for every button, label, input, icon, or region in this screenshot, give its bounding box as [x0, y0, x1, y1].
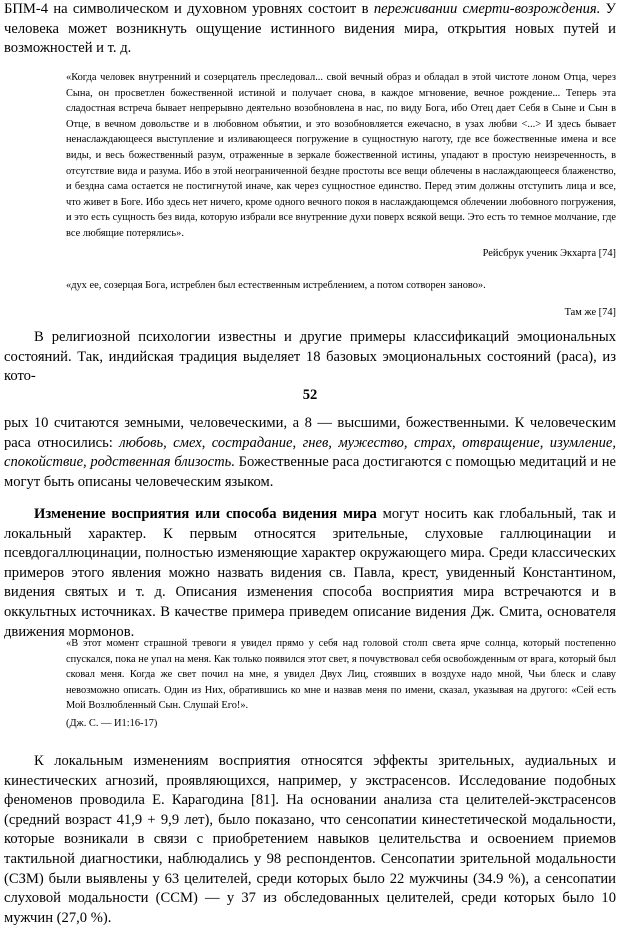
source-reisbruk: Рейсбрук ученик Экхарта [74]	[482, 248, 616, 259]
para4-text: могут носить как глобальный, так и локальный характер. К первым относятся зрительные, слуховые галлюцинации и псевдогаллюцинации, полностью изменяющие характер окружающего мира. Среди классических примеров этого явления можно назвать видения св. Павла, крест, увиденный Константином, видения святых и т. д. Описания изменения способа восприятия мира встречаются и в оккультных источниках. В качестве примера приведем описание видения Дж. Смита, основателя движения мормонов.	[4, 506, 616, 640]
quote-reisbruk: «Когда человек внутренний и созерцатель преследовал... свой вечный образ и обладал в этой чистоте лоном Отца, через Сына, он просветлен божественной истиной и получает снова, в каждое мгновение, вечное рождение... Теперь эта сладостная встреча бывает непрерывно деятельно возобновлена в нас, по виду Бога, ибо Отец дает Себя в Сыне и Сын в Отце, в вечном довольстве и в любовном объятии, и это возобновляется ежечасно, в узах любви <...> И здесь бывает ненаслаждающееся выступление и изливающееся погружение в сущностную наготу, где все божественные имена и все виды, и весь божественный разум, отраженные в зеркале божественной истины, упадают в простую неизреченность, в отсутствие вида и разума. Ибо в этой неограниченной бездне простоты все вещи облечены в наслаждающееся блаженство, и бездна сама остается не постигнутой иначе, как через сущностное единство. Перед этим должны отступить лица и все, что живет в Боге. Ибо здесь нет ничего, кроме одного вечного покоя в наслаждающемся облечении любовного погружения, и это есть сущность без вида, которую избрали все внутренние духи поверх всякой вещи. Это есть то темное молчание, где все любящие потерялись».	[66, 72, 616, 239]
para3-italic-emotions: любовь, смех, сострадание, гнев, мужество, страх, отвращение, изумление, спокойствие, родственная близость.	[4, 434, 616, 471]
source-smith: (Дж. С. — И1:16-17)	[66, 718, 158, 729]
paragraph-religious-psychology: В религиозной психологии известны и другие примеры классификаций эмоциональных состояний. Так, индийская традиция выделяет 18 базовых эмоциональных состояний (раса), из кото-	[4, 329, 616, 385]
para3-text-b: Божественные раса достигаются с помощью медитаций и не могут быть описаны человеческим языком.	[4, 454, 616, 490]
para3-text-a: рых 10 считаются земными, человеческими, а 8 — высшими, божественными. К человеческим раса относились:	[4, 415, 616, 451]
paragraph-local-changes: К локальным изменениям восприятия относятся эффекты зрительных, аудиальных и кинестических агнозий, проявляющихся, например, у экстрасенсов. Исследование подобных феноменов проводила Е. Карагодина [81]. На основании анализа ста целителей-экстрасенсов (средний возраст 41,9 + 9,9 лет), было показано, что сенсопатии кинестетической модальности, которые возникали в связи с приобретением навыков целительства и освоением приемов тактильной диагностики, наблюдались у 98 респондентов. Сенсопатии зрительной модальности (СЗМ) были выявлены у 63 целителей, среди которых было 22 мужчины (34.9 %), а сенсопатии слуховой модальности (ССМ) — у 37 из обследованных целителей, среди которых было 10 мужчин (27,0 %).	[4, 753, 616, 926]
paragraph-rasa	[4, 414, 616, 492]
para1-text-a: БПМ-4 на символическом и духовном уровнях состоит в	[4, 1, 374, 17]
paragraph-bpm4	[4, 0, 616, 59]
page-number: 52	[302, 387, 318, 403]
quote-spirit: «дух ее, созерцая Бога, истреблен был естественным истреблением, а потом сотворен заново».	[66, 280, 486, 291]
para4-bold-heading: Изменение восприятия или способа видения мира	[34, 506, 377, 522]
para1-text-b: У человека может возникнуть ощущение истинного видения мира, открытия новых путей и возможностей и т. д.	[4, 1, 616, 57]
quote-smith-vision: «В этот момент страшной тревоги я увидел прямо у себя над головой столп света ярче солнца, который постепенно спускался, пока не упал на меня. Как только появился этот свет, я почувствовал себя освобожденным от врага, который был сковал меня. Когда же свет почил на мне, я увидел Двух Лиц, стоявших в воздухе надо мной, Чьи блеск и славу невозможно описать. Один из Них, обратившись ко мне и назвав меня по имени, сказал, указывая на другого: «Сей есть Мой Возлюбленный Сын. Слушай Его!».	[66, 638, 616, 712]
para1-italic: переживании смерти-возрождения.	[373, 1, 601, 17]
source-same: Там же [74]	[564, 307, 616, 318]
paragraph-perception-change	[4, 505, 616, 642]
